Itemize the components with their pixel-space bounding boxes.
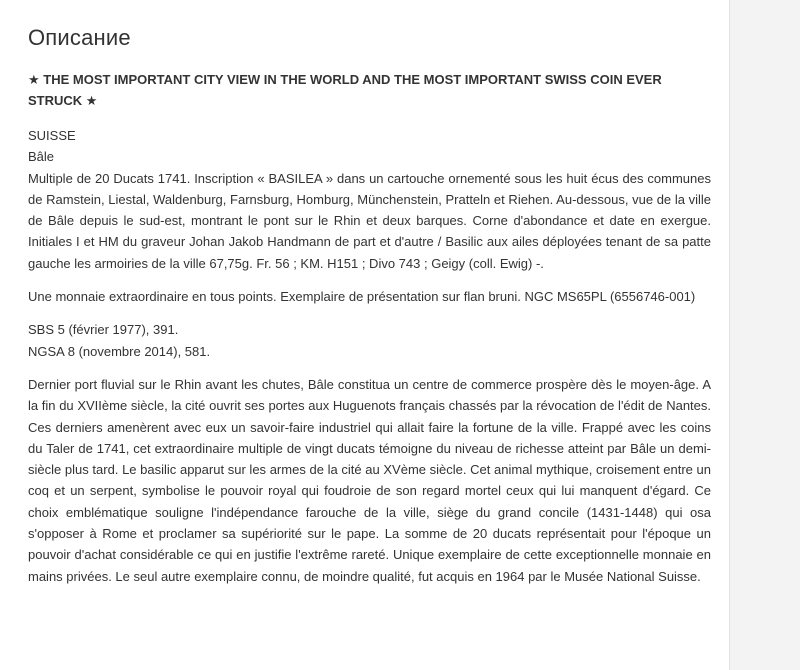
reference-item: NGSA 8 (novembre 2014), 581. <box>28 343 211 359</box>
city-label: Bâle <box>28 149 55 165</box>
grade-note: Une monnaie extraordinaire en tous points. Exemplaire de présentation sur flan bruni. NGC MS65PL (6556746-001) <box>28 289 696 305</box>
right-sidebar <box>731 0 800 670</box>
section-title: Описание <box>28 25 131 50</box>
country-label: SUISSE <box>28 128 76 143</box>
references-block <box>28 319 711 362</box>
description-block <box>28 125 711 274</box>
history-text: Dernier port fluvial sur le Rhin avant les chutes, Bâle constitua un centre de commerce prospère dès le moyen-âge. A la fin du XVIIème siècle, la cité ouvrit ses portes aux Huguenots français chassés par la révocation de l'édit de Nantes. Ces derniers amenèrent avec eux un savoir-faire industriel qui allait faire la fortune de la ville. Frappé avec les coins du Taler de 1741, cet extraordinaire multiple de vingt ducats témoigne du niveau de richesse atteint par Bâle un demi-siècle plus tard. Le basilic apparut sur les armes de la cité au XVème siècle. Cet animal mythique, croisement entre un coq et un serpent, symbolise le pouvoir royal qui foudroie de son regard mortel ceux qui lui manquent d'égard. Ce choix emblématique souligne l'indépendance farouche de la ville, siège du grand concile (1431-1448) qui osa s'opposer à Rome et proclamer sa supériorité sur le pape. La somme de 20 ducats représentait pour l'époque un pouvoir d'achat considérable ce qui en justifie l'extrême rareté. Unique exemplaire de cette exceptionnelle monnaie en mains privées. Le seul autre exemplaire connu, de moindre qualité, fut acquis en 1964 par le Musée National Suisse. <box>28 376 711 584</box>
reference-item: SBS 5 (février 1977), 391. <box>28 322 179 338</box>
headline: ★ THE MOST IMPORTANT CITY VIEW IN THE WORLD AND THE MOST IMPORTANT SWISS COIN EVER STRUCK ★ <box>28 72 662 108</box>
coin-description: Multiple de 20 Ducats 1741. Inscription « BASILEA » dans un cartouche ornementé sous les huit écus des communes de Ramstein, Liestal, Waldenburg, Farnsburg, Homburg, Münchenstein, Pratteln et Riehen. Au-dessous, vue de la ville de Bâle depuis le sud-est, montrant le pont sur le Rhin et deux barques. Corne d'abondance et date en exergue. Initiales I et HM du graveur Johan Jakob Handmann de part et d'autre / Basilic aux ailes déployées tenant de sa patte gauche les armoiries de la ville 67,75g. Fr. 56 ; KM. H151 ; Divo 743 ; Geigy (coll. Ewig) -. <box>28 170 711 271</box>
